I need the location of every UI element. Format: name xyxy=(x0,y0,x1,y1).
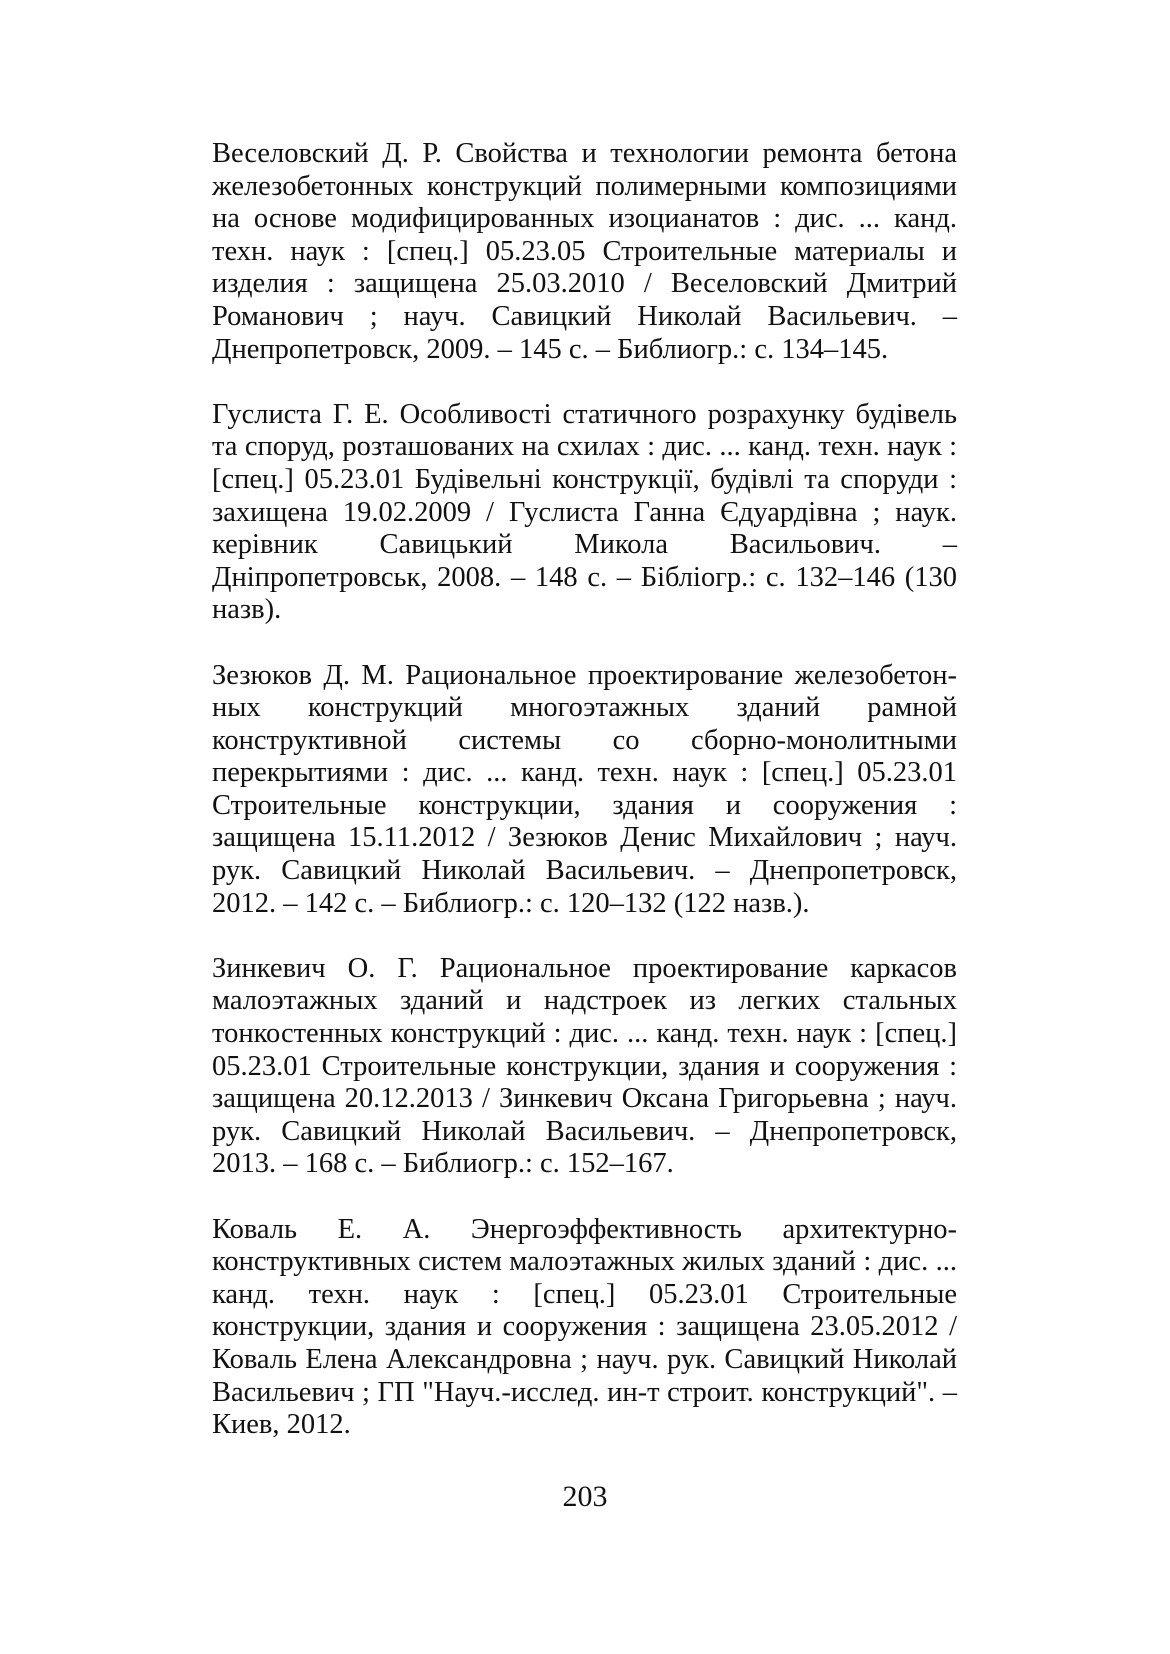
bibliography-entry: Гуслиста Г. Е. Особливості статичного розрахунку будівель та споруд, розташованих на схилах : дис. ... канд. техн. наук : [спец.] 05.23.01 Будівельні конструкції, будівлі та споруди : захищена 19.02.2009 / Гуслиста Ганна Єдуардівна ; наук. керівник Савицький Микола Васильович. – Дніпропетровськ, 2008. – 148 с. – Бібліогр.: с. 132–146 (130 назв). xyxy=(212,398,957,626)
page-number: 203 xyxy=(562,1480,608,1513)
bibliography-entry: Коваль Е. А. Энергоэффективность архитектурно-конструктивных систем малоэтажных жилых зданий : дис. ... канд. техн. наук : [спец.] 05.23.01 Строительные конструкции, здания и сооружения : защищена 23.05.2012 / Коваль Елена Александровна ; науч. рук. Савицкий Николай Васильевич ; ГП "Науч.-исслед. ин-т строит. конструкций". – Киев, 2012. xyxy=(212,1213,957,1441)
bibliography-entry: Зинкевич О. Г. Рациональное проектирование каркасов малоэтажных зданий и надстроек из легких стальных тонкостенных конструкций : дис. ... канд. техн. наук : [спец.] 05.23.01 Строительные конструкции, здания и сооружения : защищена 20.12.2013 / Зинкевич Оксана Григорьевна ; науч. рук. Савицкий Николай Васильевич. – Днепропетровск, 2013. – 168 с. – Библиогр.: с. 152–167. xyxy=(212,952,957,1180)
bibliography-entry: Зезюков Д. М. Рациональное проектирование железобетонных конструкций многоэтажных зданий рамной конструктивной системы со сборно-монолитными перекрытиями : дис. ... канд. техн. наук : [спец.] 05.23.01 Строительные конструкции, здания и сооружения : защищена 15.11.2012 / Зезюков Денис Михайлович ; науч. рук. Савицкий Николай Васильевич. – Днепропетровск, 2012. – 142 с. – Библиогр.: с. 120–132 (122 назв.). xyxy=(212,659,957,919)
bibliography-list xyxy=(212,138,957,1442)
bibliography-entry: Веселовский Д. Р. Свойства и технологии ремонта бетона железобетонных конструкций полимерными композициями на основе модифицированных изоцианатов : дис. ... канд. техн. наук : [спец.] 05.23.05 Строительные материалы и изделия : защищена 25.03.2010 / Веселовский Дмитрий Романович ; науч. Савицкий Николай Васильевич. – Днепропетровск, 2009. – 145 с. – Библиогр.: с. 134–145. xyxy=(212,138,957,365)
